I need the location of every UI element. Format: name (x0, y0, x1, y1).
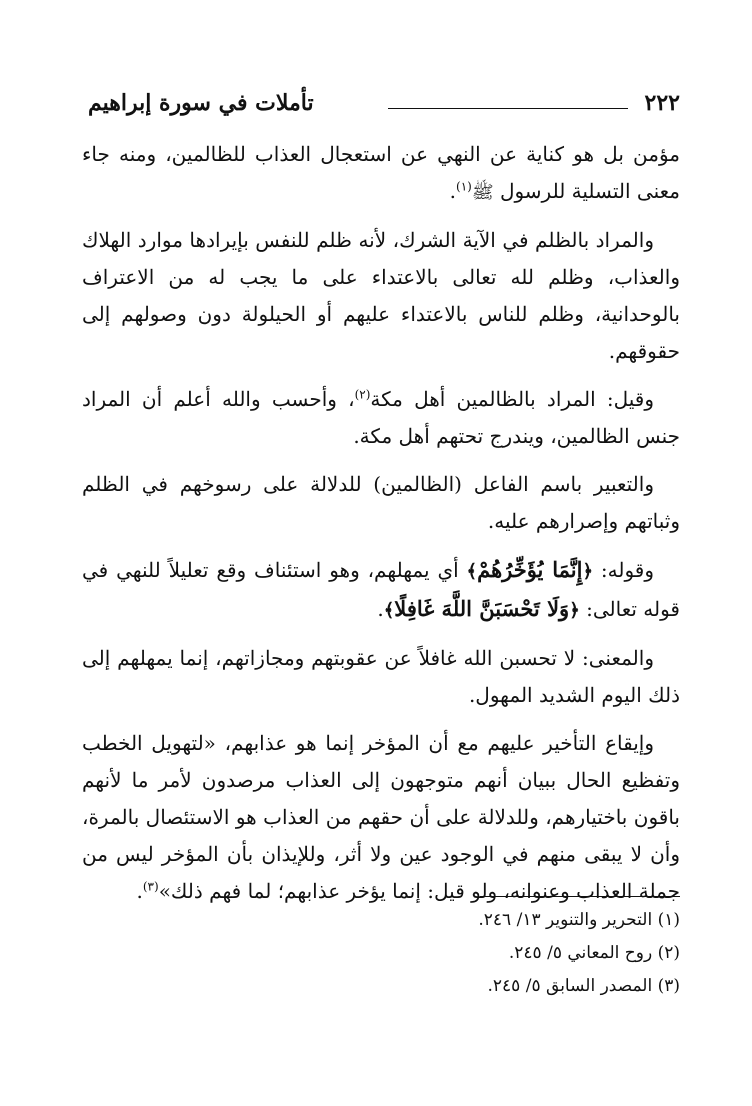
honorific-glyph: ﷺ (471, 182, 494, 203)
paragraph-7-end: . (136, 879, 143, 903)
footnotes (120, 904, 680, 1003)
quran-verse-2: وَلَا تَحْسَبَنَّ اللَّهَ غَافِلًا (394, 596, 570, 621)
header-rule (388, 108, 628, 109)
paragraph-7 (82, 725, 680, 910)
paragraph-2: والمراد بالظلم في الآية الشرك، لأنه ظلم للنفس بإيرادها موارد الهلاك والعذاب، وظلم لله تعالى بالاعتداء على ما يجب له من الاعتراف بالوحدانية، وظلم للناس بالاعتداء عليهم أو الحيلولة دون وصولهم إلى حقوقهم. (82, 228, 680, 363)
paragraph-3-text-after: ، وأحسب والله أعلم أن المراد جنس الظالمين، ويندرج تحتهم أهل مكة. (82, 387, 680, 448)
footnote-ref-3[interactable]: (٣) (142, 879, 159, 894)
footnote-ref-2[interactable]: (٢) (354, 387, 371, 402)
page-header (88, 88, 680, 122)
quran-open-brace-1: ﴿ (582, 561, 594, 582)
page-number: ٢٢٢ (644, 90, 680, 116)
footnote-ref-1[interactable]: (١) (456, 179, 472, 194)
footnote-3: (٣) المصدر السابق ٥/ ٢٤٥. (487, 976, 680, 996)
paragraph-4: والتعبير باسم الفاعل (الظالمين) للدلالة على رسوخهم في الظلم وثباتهم وإصرارهم عليه. (82, 472, 680, 533)
paragraph-5-end: . (377, 597, 384, 621)
paragraph-7-text: وإيقاع التأخير عليهم مع أن المؤخر إنما هو عذابهم، «لتهويل الخطب وتفظيع الحال ببيان أنهم متوجهون إلى العذاب مرصدون لأمر ما لأنهم باقون باختيارهم، وللدلالة على أن حقهم من العذاب هو الاستئصال بالمرة، وأن لا يبقى منهم في الوجود عين ولا أثر، وللإيذان بأن المؤخر ليس من جملة العذاب وعنوانه، ولو قيل: إنما يؤخر عذابهم؛ لما فهم ذلك» (82, 731, 680, 903)
quran-open-brace-2: ﴿ (569, 600, 580, 621)
paragraph-1 (82, 136, 680, 211)
quran-verse-1: إِنَّمَا يُؤَخِّرُهُمْ (477, 557, 583, 582)
body-text (82, 136, 680, 921)
running-title: تأملات في سورة إبراهيم (88, 90, 314, 116)
paragraph-1-text: مؤمن بل هو كناية عن النهي عن استعجال العذاب للظالمين، ومنه جاء معنى التسلية للرسول (82, 142, 680, 203)
paragraph-5-lead: وقوله: (600, 558, 655, 582)
paragraph-1-end: . (449, 179, 456, 203)
footnote-rule (480, 896, 680, 897)
quran-close-brace-1: ﴾ (466, 561, 478, 582)
quran-close-brace-2: ﴾ (383, 600, 395, 621)
paragraph-5 (82, 551, 680, 629)
footnote-1: (١) التحرير والتنوير ١٣/ ٢٤٦. (478, 910, 680, 930)
paragraph-5-mid: أي يمهلهم، وهو استئناف وقع تعليلاً للنهي في قوله تعالى: (82, 558, 680, 621)
paragraph-6: والمعنى: لا تحسبن الله غافلاً عن عقوبتهم ومجازاتهم، إنما يمهلهم إلى ذلك اليوم الشديد المهول. (82, 646, 680, 707)
paragraph-3-text-before: وقيل: المراد بالظالمين أهل مكة (370, 387, 654, 411)
footnote-2: (٢) روح المعاني ٥/ ٢٤٥. (508, 943, 680, 963)
paragraph-3 (82, 381, 680, 455)
